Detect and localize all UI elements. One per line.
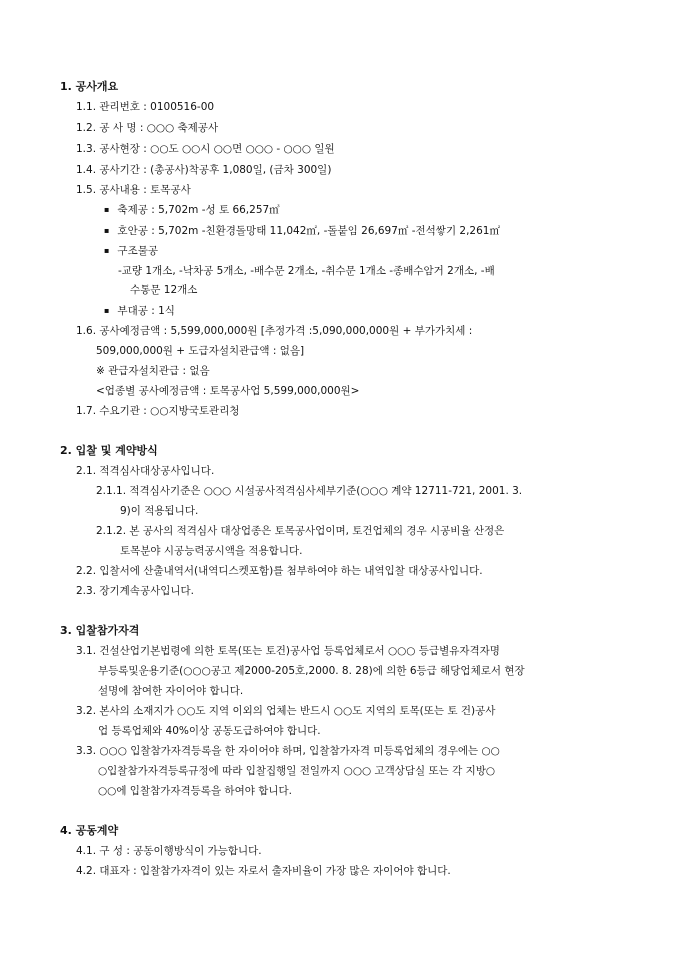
bullet-embankment: ▪ 축제공 : 5,702m -성 토 66,257㎥ [104,203,280,218]
long-term-contract: 2.3. 장기계속공사입니다. [76,585,194,597]
project-period: 1.4. 공사기간 : (총공사)착공후 1,080일, (금차 300일) [76,164,332,176]
joint-representative: 4.2. 대표자 : 입찰참가자격이 있는 자로서 출자비율이 가장 많은 자이어야 합니다. [76,865,451,877]
amount-by-sector: <업종별 공사예정금액 : 토목공사업 5,599,000,000원> [96,385,360,397]
bullet-structure: ▪ 구조물공 [104,244,158,259]
estimated-amount-1: 1.6. 공사예정금액 : 5,599,000,000원 [추정가격 :5,090,000,000원 + 부가가치세 : [76,325,473,337]
eligibility-3c: ○○에 입찰참가자격등록을 하여야 합니다. [98,785,292,797]
review-criteria-1: 2.1.1. 적격심사기준은 ○○○ 시설공사적격심사세부기준(○○○ 계약 12711-721, 2001. 3. [96,485,523,497]
demand-agency: 1.7. 수요기관 : ○○지방국토관리청 [76,405,240,417]
eligibility-1c: 설명에 참여한 자이어야 합니다. [98,685,244,697]
eligibility-2b: 업 등록업체와 40%이상 공동도급하여야 합니다. [98,725,321,737]
project-name: 1.2. 공 사 명 : ○○○ 축제공사 [76,122,219,134]
itemized-bid: 2.2. 입찰서에 산출내역서(내역디스켓포함)를 첨부하여야 하는 내역입찰 대상공사입니다. [76,565,483,577]
review-sector-1: 2.1.2. 본 공사의 적격심사 대상업종은 토목공사업이며, 토건업체의 경우 시공비율 산정은 [96,525,505,537]
review-criteria-2: 9)이 적용됩니다. [120,505,199,517]
estimated-amount-2: 509,000,000원 + 도급자설치관급액 : 없음] [96,345,305,357]
eligibility-2a: 3.2. 본사의 소재지가 ○○도 지역 이외의 업체는 반드시 ○○도 지역의 토목(또는 토 건)공사 [76,705,496,717]
section-3-title: 3. 입찰참가자격 [60,624,140,637]
joint-composition: 4.1. 구 성 : 공동이행방식이 가능합니다. [76,845,262,857]
bullet-revetment: ▪ 호안공 : 5,702m -친환경돌망태 11,042㎡, -돌붙임 26,697㎡ -전석쌓기 2,261㎡ [104,224,500,239]
eligibility-1b: 부등록및운용기준(○○○공고 제2000-205호,2000. 8. 28)에 의한 6등급 해당업체로서 현장 [98,665,525,677]
structure-detail-1: -교량 1개소, -낙차공 5개소, -배수문 2개소, -취수문 1개소 -종배수암거 2개소, -배 [118,265,495,277]
project-site: 1.3. 공사현장 : ○○도 ○○시 ○○면 ○○○ - ○○○ 일원 [76,143,335,155]
bullet-ancillary: ▪ 부대공 : 1식 [104,304,175,319]
government-supply-note: ※ 관급자설치관급 : 없음 [96,365,210,377]
eligibility-3a: 3.3. ○○○ 입찰참가자격등록을 한 자이어야 하며, 입찰참가자격 미등록업체의 경우에는 ○○ [76,745,500,757]
section-1-title: 1. 공사개요 [60,80,119,93]
section-4-title: 4. 공동계약 [60,824,119,837]
review-sector-2: 토목분야 시공능력공시액을 적용합니다. [120,545,303,557]
project-content: 1.5. 공사내용 : 토목공사 [76,184,191,196]
management-number: 1.1. 관리번호 : 0100516-00 [76,101,215,113]
eligibility-1a: 3.1. 건설산업기본법령에 의한 토목(또는 토건)공사업 등록업체로서 ○○○ 등급별유자격자명 [76,645,500,657]
section-2-title: 2. 입찰 및 계약방식 [60,444,158,457]
qualification-review: 2.1. 적격심사대상공사입니다. [76,465,215,477]
structure-detail-2: 수통문 12개소 [130,284,198,296]
eligibility-3b: ○입찰참가자격등록규정에 따라 입찰집행일 전일까지 ○○○ 고객상담실 또는 각 지방○ [98,765,496,777]
